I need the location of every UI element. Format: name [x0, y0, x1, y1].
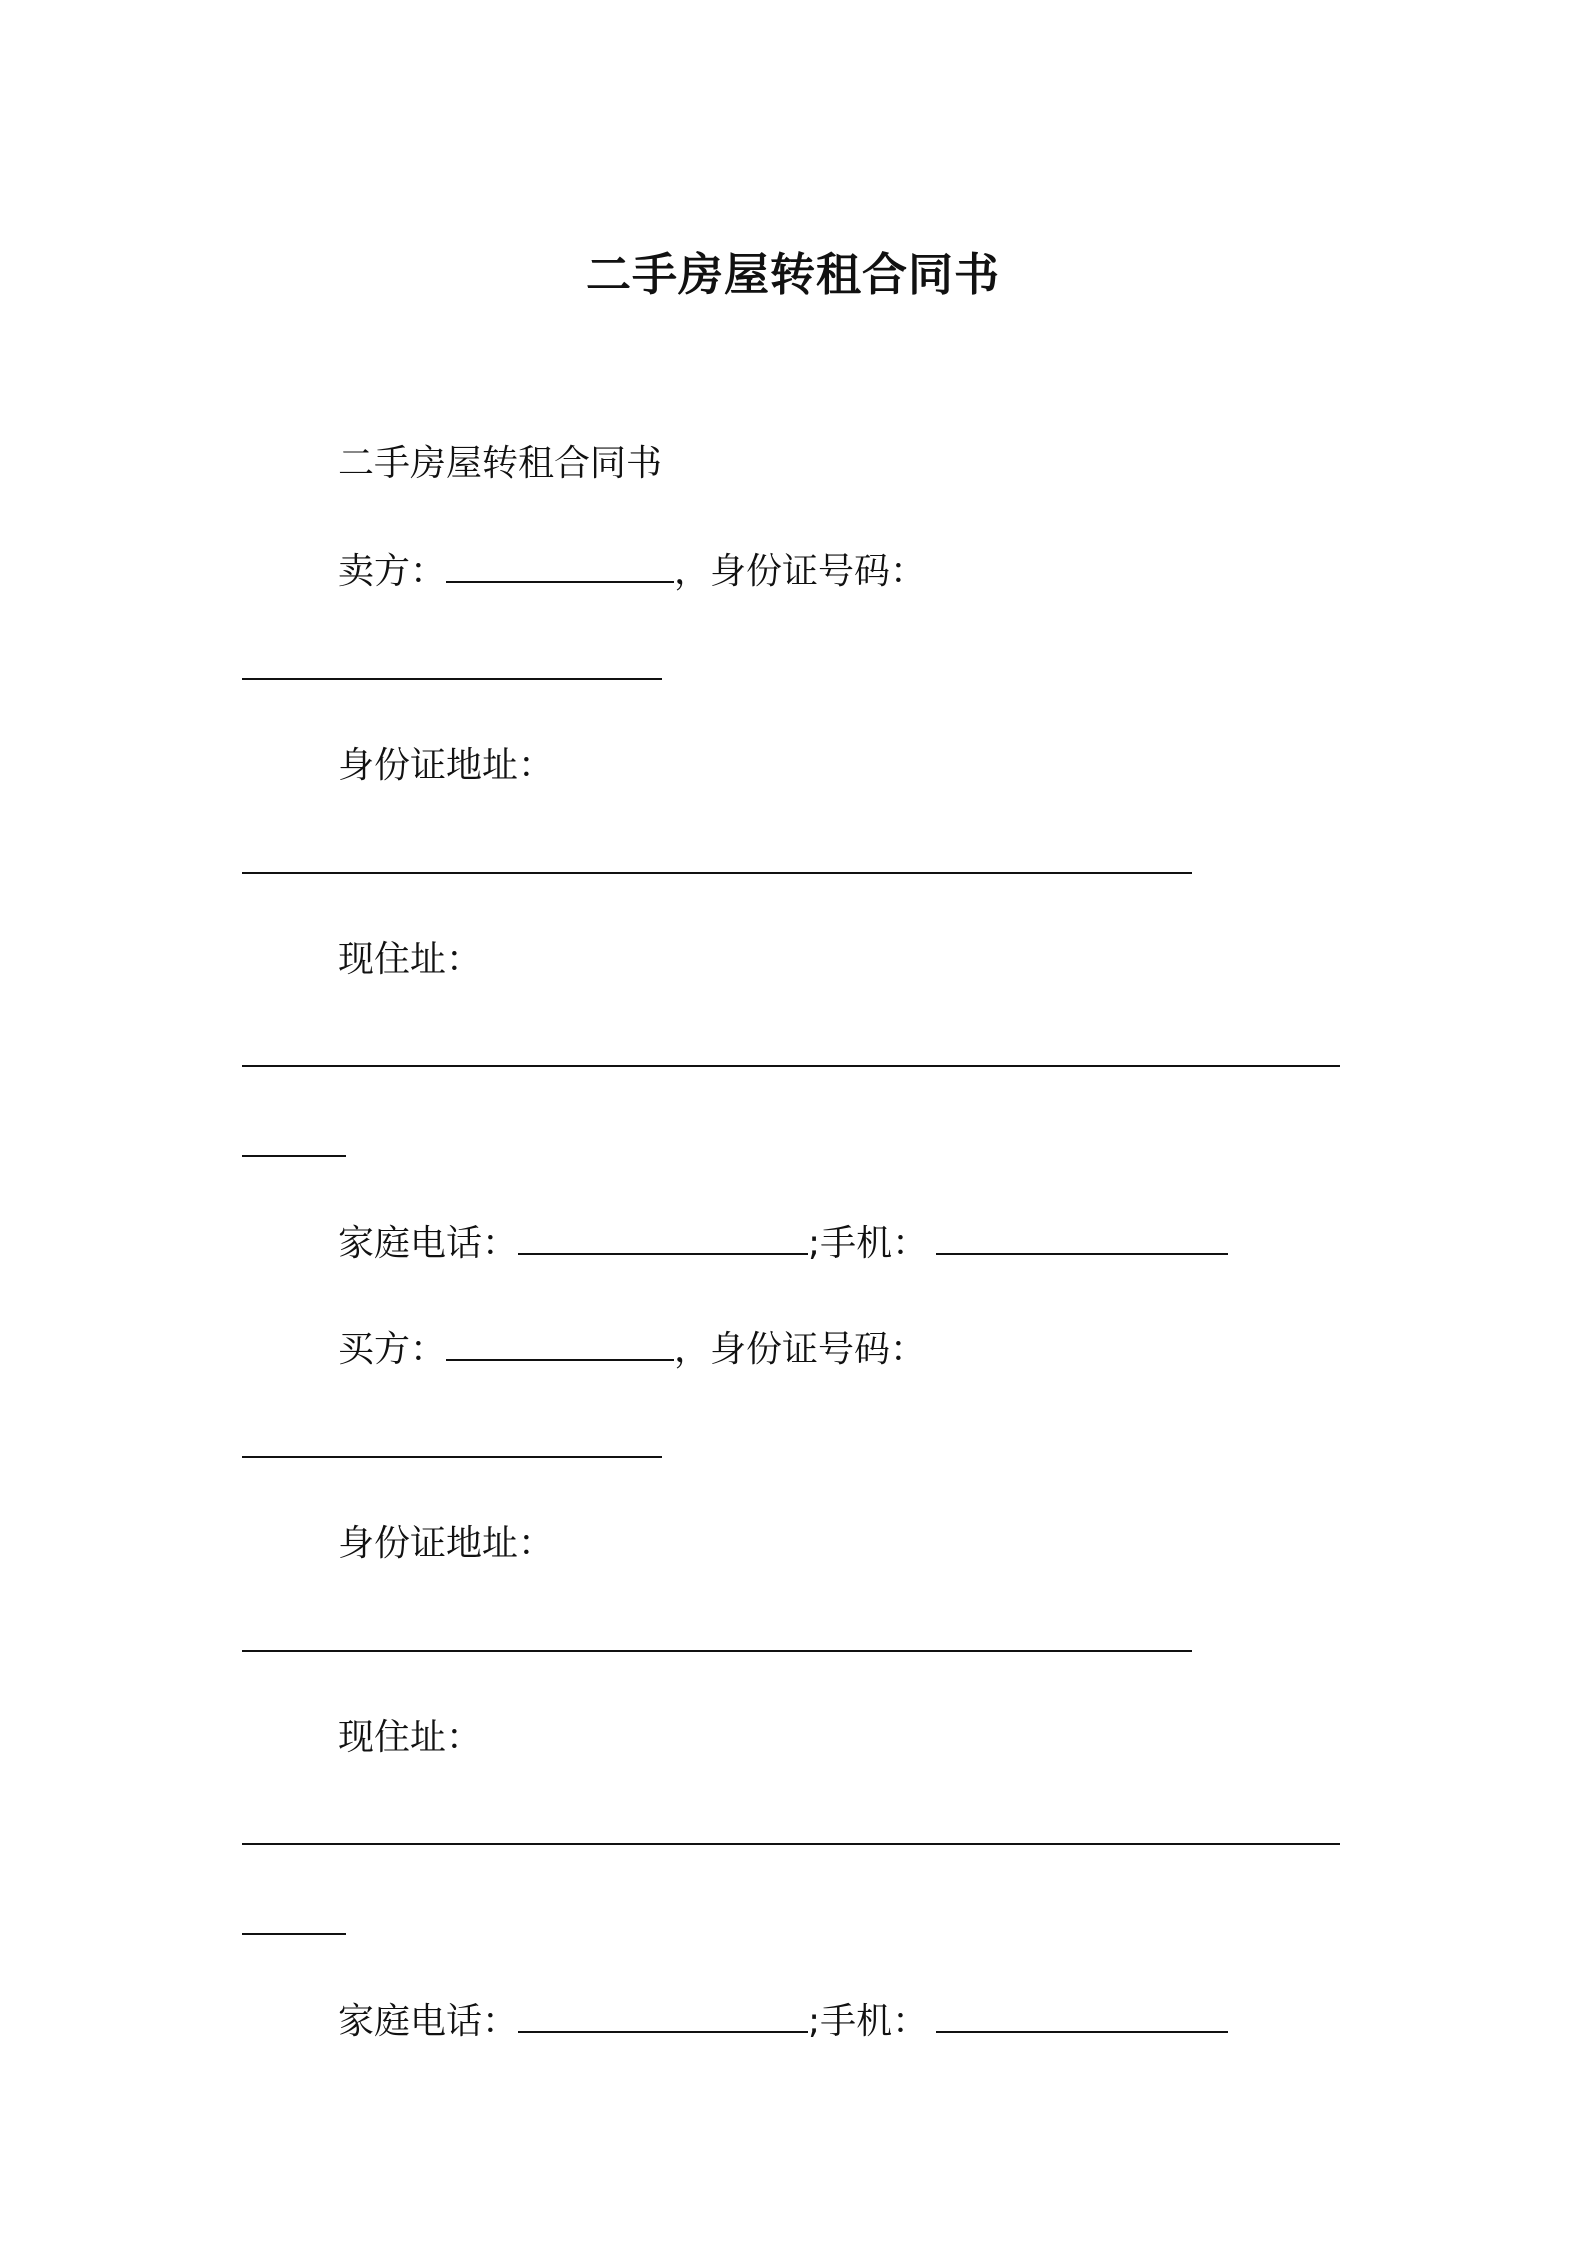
buyer-party-label: 买方：: [338, 1329, 447, 1370]
seller-name-blank[interactable]: [446, 551, 674, 583]
buyer-id-address-blank[interactable]: [242, 1650, 1192, 1652]
buyer-home-phone-label: 家庭电话：: [338, 2001, 519, 2042]
seller-mobile-blank[interactable]: [936, 1223, 1228, 1255]
seller-current-address-blank[interactable]: [242, 1065, 1340, 1067]
seller-id-address-label: 身份证地址：: [338, 745, 555, 786]
seller-id-number-blank[interactable]: [242, 678, 662, 680]
seller-phone-line: [338, 1222, 1228, 1266]
seller-id-number-label: ，身份证号码：: [674, 551, 927, 592]
document-subtitle: 二手房屋转租合同书: [338, 443, 663, 484]
buyer-phone-line: [338, 2000, 1228, 2044]
buyer-id-number-blank[interactable]: [242, 1456, 662, 1458]
seller-id-address-blank[interactable]: [242, 872, 1192, 874]
seller-home-phone-label: 家庭电话：: [338, 1223, 519, 1264]
buyer-name-line: [338, 1328, 926, 1372]
buyer-id-address-label: 身份证地址：: [338, 1523, 555, 1564]
seller-name-line: [338, 550, 926, 594]
seller-mobile-label: ;手机：: [808, 1223, 929, 1264]
buyer-home-phone-blank[interactable]: [518, 2001, 808, 2033]
seller-home-phone-blank[interactable]: [518, 1223, 808, 1255]
seller-current-address-label: 现住址：: [338, 939, 483, 980]
buyer-id-number-label: ，身份证号码：: [674, 1329, 927, 1370]
document-title: 二手房屋转租合同书: [585, 248, 1000, 301]
buyer-name-blank[interactable]: [446, 1329, 674, 1361]
buyer-mobile-label: ;手机：: [808, 2001, 929, 2042]
buyer-current-address-blank-cont[interactable]: [242, 1933, 346, 1935]
seller-party-label: 卖方：: [338, 551, 447, 592]
buyer-current-address-label: 现住址：: [338, 1717, 483, 1758]
buyer-current-address-blank[interactable]: [242, 1843, 1340, 1845]
seller-current-address-blank-cont[interactable]: [242, 1155, 346, 1157]
buyer-mobile-blank[interactable]: [936, 2001, 1228, 2033]
